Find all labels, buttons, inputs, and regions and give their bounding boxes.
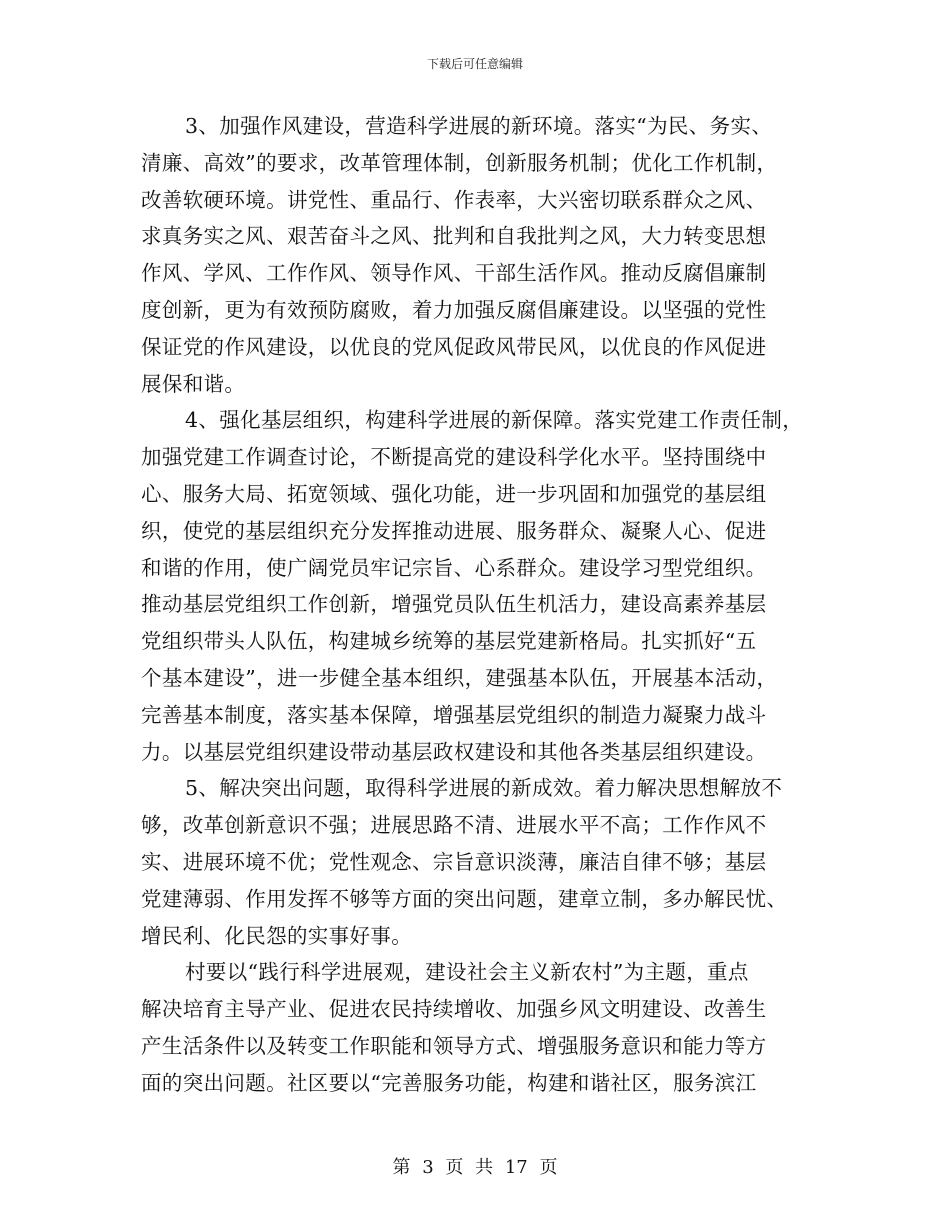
body-text-line: 推动基层党组织工作创新，增强党员队伍生机活力，建设高素养基层	[141, 592, 767, 617]
body-text-line: 加强党建工作调查讨论，不断提高党的建设科学化水平。坚持围绕中	[141, 445, 767, 470]
body-text-line: 解决培育主导产业、促进农民持续增收、加强乡风文明建设、改善生	[141, 997, 767, 1022]
body-text-line: 3、加强作风建设，营造科学进展的新环境。落实“为民、务实、	[185, 114, 773, 138]
body-text-line: 党建薄弱、作用发挥不够等方面的突出问题，建章立制，多办解民忧、	[141, 886, 788, 911]
body-text-line: 和谐的作用，使广阔党员牢记宗旨、心系群众。建设学习型党组织。	[141, 555, 767, 580]
body-text-line: 增民利、化民怨的实事好事。	[141, 923, 413, 948]
body-text-line: 心、服务大局、拓宽领域、强化功能，进一步巩固和加强党的基层组	[141, 481, 767, 506]
body-text-line: 个基本建设”，进一步健全基本组织，建强基本队伍，开展基本活动，	[141, 665, 778, 690]
body-text-line: 5、解决突出问题，取得科学进展的新成效。着力解决思想解放不	[185, 776, 783, 801]
document-body	[141, 108, 819, 1102]
body-text-line: 作风、学风、工作作风、领导作风、干部生活作风。推动反腐倡廉制	[141, 261, 767, 286]
body-text-line: 完善基本制度，落实基本保障，增强基层党组织的制造力凝聚力战斗	[141, 702, 767, 727]
body-text-line: 展保和谐。	[141, 371, 246, 396]
body-text-line: 求真务实之风、艰苦奋斗之风、批判和自我批判之风，大力转变思想	[141, 224, 767, 249]
body-text-line: 清廉、高效”的要求，改革管理体制，创新服务机制；优化工作机制，	[141, 150, 778, 175]
body-text-line: 保证党的作风建设，以优良的党风促政风带民风，以优良的作风促进	[141, 334, 767, 359]
body-text-line: 产生活条件以及转变工作职能和领导方式、增强服务意识和能力等方	[141, 1033, 767, 1058]
page-header: 下载后可任意编辑	[426, 57, 523, 71]
body-text-line: 改善软硬环境。讲党性、重品行、作表率，大兴密切联系群众之风、	[141, 187, 767, 212]
body-text-line: 党组织带头人队伍，构建城乡统筹的基层党建新格局。扎实抓好“五	[141, 629, 757, 654]
body-text-line: 度创新，更为有效预防腐败，着力加强反腐倡廉建设。以坚强的党性	[141, 297, 767, 322]
body-text-line: 面的突出问题。社区要以“完善服务功能，构建和谐社区，服务滨江	[141, 1070, 757, 1095]
body-text-line: 4、强化基层组织，构建科学进展的新保障。落实党建工作责任制，	[185, 408, 804, 433]
body-text-line: 力。以基层党组织建设带动基层政权建设和其他各类基层组织建设。	[141, 739, 767, 764]
body-text-line: 实、进展环境不优；党性观念、宗旨意识淡薄，廉洁自律不够；基层	[141, 849, 767, 874]
body-text-line: 村要以“践行科学进展观，建设社会主义新农村”为主题，重点	[185, 960, 749, 985]
page-footer-pagination: 第 3 页 共 17 页	[392, 1157, 558, 1178]
body-text-line: 织，使党的基层组织充分发挥推动进展、服务群众、凝聚人心、促进	[141, 518, 767, 543]
body-text-line: 够，改革创新意识不强；进展思路不清、进展水平不高；工作作风不	[141, 813, 767, 838]
